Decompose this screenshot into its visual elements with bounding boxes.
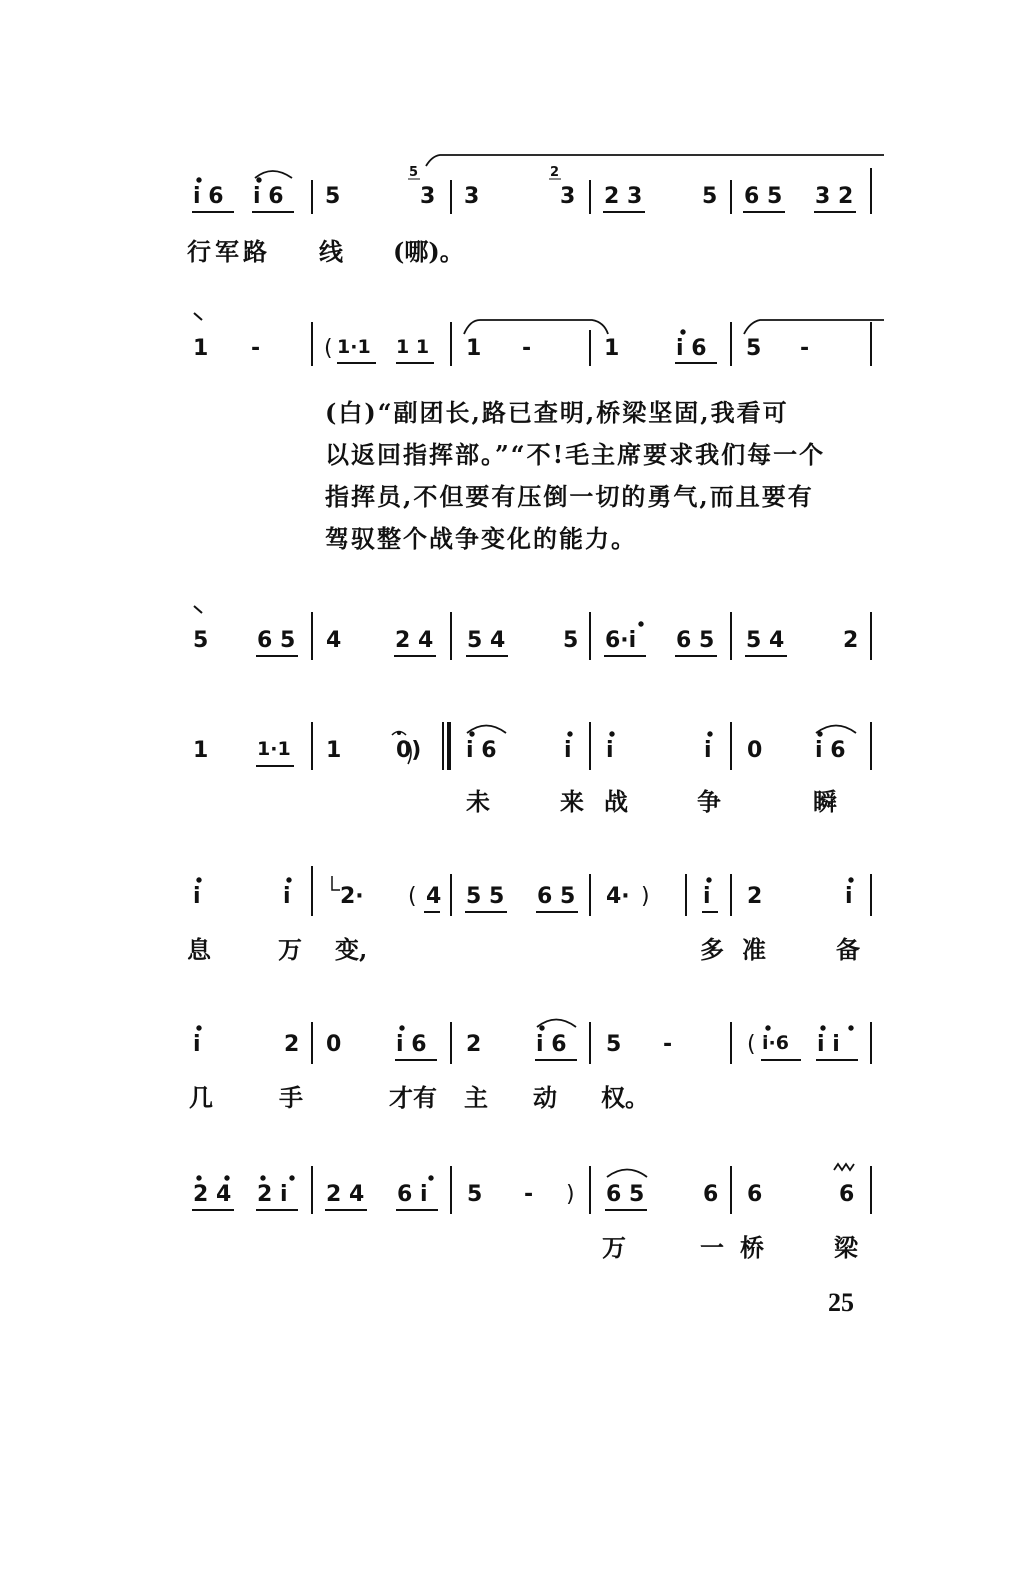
note-group: 5 4 bbox=[467, 628, 506, 653]
lyric: 桥 bbox=[740, 1233, 764, 1262]
note: 6 bbox=[747, 1182, 763, 1207]
note-group: 6 5 bbox=[257, 628, 296, 653]
note-group: i 6 bbox=[676, 336, 707, 361]
note: 2 bbox=[466, 1032, 482, 1057]
note: 2· bbox=[340, 884, 364, 909]
note: 6 bbox=[839, 1182, 855, 1207]
note: i bbox=[704, 738, 712, 763]
note-group: 6 i bbox=[397, 1182, 428, 1207]
lyric: 行军路 bbox=[187, 237, 271, 266]
lyric: 才有 bbox=[389, 1083, 437, 1112]
note-group: 3 2 bbox=[815, 184, 854, 209]
dialogue-line: 驾驭整个战争变化的能力。 bbox=[325, 524, 637, 553]
note-group: 2 4 bbox=[326, 1182, 365, 1207]
lyric: 几 bbox=[189, 1083, 213, 1112]
lyric: 线 bbox=[319, 237, 343, 266]
note: - bbox=[251, 336, 261, 361]
note: 4· bbox=[606, 884, 630, 909]
note-group: i 6 bbox=[815, 738, 846, 763]
lyric: 准 bbox=[742, 935, 766, 964]
note: 1 bbox=[604, 336, 620, 361]
note: 1 bbox=[326, 738, 342, 763]
note-group: 1·1 bbox=[337, 336, 371, 358]
note: i bbox=[193, 1032, 201, 1057]
note: 2 bbox=[284, 1032, 300, 1057]
paren: ( bbox=[747, 1032, 756, 1057]
lyric: 多 bbox=[700, 935, 724, 964]
paren: ( bbox=[408, 884, 417, 909]
lyric: 梁 bbox=[834, 1233, 858, 1262]
note: 5 bbox=[702, 184, 718, 209]
grace-note: 5 bbox=[409, 165, 419, 180]
note-group: 6·i bbox=[605, 628, 637, 653]
note: 5 bbox=[325, 184, 341, 209]
note-group: 6 5 bbox=[744, 184, 783, 209]
note: - bbox=[524, 1182, 534, 1207]
note: i bbox=[606, 738, 614, 763]
note-group: i·6 bbox=[762, 1032, 789, 1054]
lyric: 来 bbox=[560, 787, 584, 816]
lyric: 变, bbox=[335, 935, 368, 964]
note: 4 bbox=[326, 628, 342, 653]
note: 5 bbox=[746, 336, 762, 361]
note-group: i 6 bbox=[253, 184, 284, 209]
note: i bbox=[845, 884, 853, 909]
note: 5 bbox=[467, 1182, 483, 1207]
lyric: 一 bbox=[700, 1233, 724, 1262]
page-number: 25 bbox=[828, 1288, 854, 1317]
note: 6 bbox=[703, 1182, 719, 1207]
note: 3 bbox=[560, 184, 576, 209]
note: - bbox=[663, 1032, 673, 1057]
lyric: 万 bbox=[278, 935, 302, 964]
note: 2 bbox=[843, 628, 859, 653]
note: 2 bbox=[747, 884, 763, 909]
lyric: 战 bbox=[604, 787, 628, 816]
lyric: 手 bbox=[279, 1083, 303, 1112]
note-group: 5 4 bbox=[746, 628, 785, 653]
note-group: 2 4 bbox=[193, 1182, 232, 1207]
note-group: 6 5 bbox=[606, 1182, 645, 1207]
note-group: 6 5 bbox=[676, 628, 715, 653]
grace-note: 2 bbox=[550, 165, 560, 180]
note: 5 bbox=[193, 628, 209, 653]
paren: ) bbox=[641, 884, 650, 909]
note: 0) bbox=[396, 738, 422, 763]
lyric: 动 bbox=[533, 1083, 557, 1112]
note-group: 1·1 bbox=[257, 738, 291, 760]
note: i bbox=[703, 884, 711, 909]
note-group: 5 5 bbox=[466, 884, 505, 909]
note: 1 bbox=[193, 336, 209, 361]
note: 4 bbox=[426, 884, 442, 909]
lyric: (哪)。 bbox=[393, 237, 464, 266]
note: i bbox=[193, 884, 201, 909]
lyric: 息 bbox=[187, 935, 211, 964]
note: - bbox=[800, 336, 810, 361]
note: i bbox=[283, 884, 291, 909]
note-group: i 6 bbox=[536, 1032, 567, 1057]
note-group: 2 i bbox=[257, 1182, 288, 1207]
note-group: 2 4 bbox=[395, 628, 434, 653]
dialogue-line: (白)“副团长,路已查明,桥梁坚固,我看可 bbox=[325, 398, 789, 427]
paren: ) bbox=[566, 1182, 575, 1207]
note: 3 bbox=[464, 184, 480, 209]
dialogue-line: 以返回指挥部。”“不!毛主席要求我们每一个 bbox=[325, 440, 826, 469]
note-group: 2 3 bbox=[604, 184, 643, 209]
note-group: i 6 bbox=[193, 184, 224, 209]
note: i bbox=[564, 738, 572, 763]
note: 0 bbox=[747, 738, 763, 763]
note: - bbox=[522, 336, 532, 361]
lyric: 主 bbox=[464, 1083, 488, 1112]
lyric: 权。 bbox=[601, 1083, 649, 1112]
dialogue-line: 指挥员,不但要有压倒一切的勇气,而且要有 bbox=[325, 482, 814, 511]
lyric: 万 bbox=[602, 1233, 626, 1262]
note: 1 bbox=[466, 336, 482, 361]
note-group: 1 1 bbox=[396, 336, 430, 358]
lyric: 争 bbox=[697, 787, 721, 816]
note-group: i i bbox=[817, 1032, 840, 1057]
note-group: i 6 bbox=[466, 738, 497, 763]
lyric: 瞬 bbox=[813, 787, 837, 816]
note: 5 bbox=[606, 1032, 622, 1057]
note: 0 bbox=[326, 1032, 342, 1057]
note-group: 6 5 bbox=[537, 884, 576, 909]
note: 5 bbox=[563, 628, 579, 653]
note-group: i 6 bbox=[396, 1032, 427, 1057]
lyric: 备 bbox=[836, 935, 860, 964]
paren: ( bbox=[324, 336, 333, 361]
lyric: 未 bbox=[466, 787, 490, 816]
note: 3 bbox=[420, 184, 436, 209]
note: 1 bbox=[193, 738, 209, 763]
